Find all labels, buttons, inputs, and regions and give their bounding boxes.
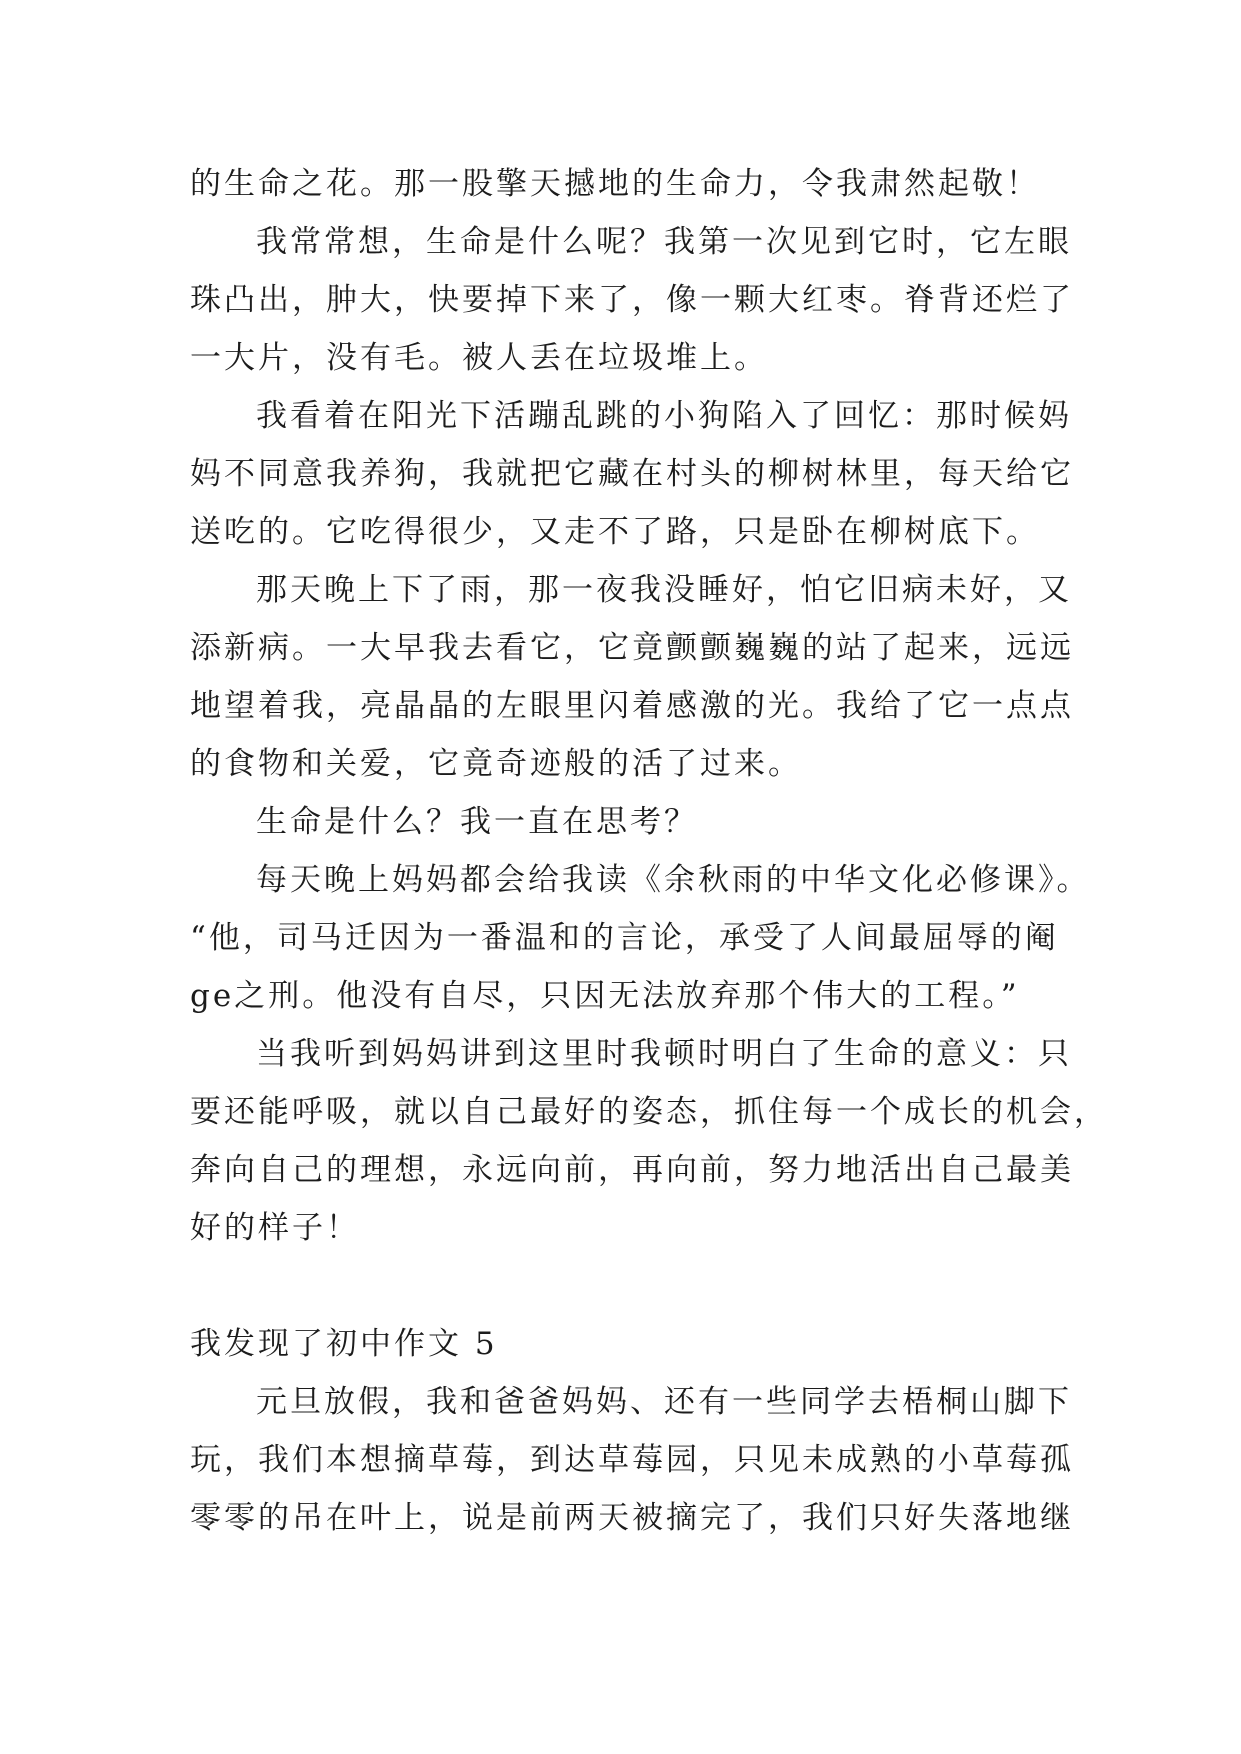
text-line: 当我听到妈妈讲到这里时我顿时明白了生命的意义：只 [256,1036,1072,1072]
text-line: 奔向自己的理想，永远向前，再向前，努力地活出自己最美 [190,1152,1074,1188]
text-line: 妈不同意我养狗，我就把它藏在村头的柳树林里，每天给它 [190,456,1074,492]
text-line: “他，司马迁因为一番温和的言论，承受了人间最屈辱的阉 [190,920,1059,956]
text-line: 玩，我们本想摘草莓，到达草莓园，只见未成熟的小草莓孤 [190,1442,1074,1478]
text-line: 元旦放假，我和爸爸妈妈、还有一些同学去梧桐山脚下 [256,1384,1072,1420]
text-line: 珠凸出，肿大，快要掉下来了，像一颗大红枣。脊背还烂了 [190,282,1074,318]
text-line: 每天晚上妈妈都会给我读《余秋雨的中华文化必修课》。 [256,862,1091,898]
text-line: 零零的吊在叶上，说是前两天被摘完了，我们只好失落地继 [190,1500,1074,1536]
text-line: 地望着我，亮晶晶的左眼里闪着感激的光。我给了它一点点 [190,688,1074,724]
text-line: 我看着在阳光下活蹦乱跳的小狗陷入了回忆：那时候妈 [256,398,1072,434]
text-line: 我常常想，生命是什么呢？我第一次见到它时，它左眼 [256,224,1072,260]
text-line: 添新病。一大早我去看它，它竟颤颤巍巍的站了起来，远远 [190,630,1074,666]
text-line: 的食物和关爱，它竟奇迹般的活了过来。 [190,746,802,782]
text-line: 那天晚上下了雨，那一夜我没睡好，怕它旧病未好，又 [256,572,1072,608]
text-line: 好的样子！ [190,1210,360,1246]
text-line: ge之刑。他没有自尽，只因无法放弃那个伟大的工程。” [190,978,1020,1014]
text-line: 的生命之花。那一股擎天撼地的生命力，令我肃然起敬！ [190,166,1040,202]
section-heading: 我发现了初中作文 5 [190,1326,498,1362]
text-line: 生命是什么？我一直在思考？ [256,804,698,840]
text-line: 送吃的。它吃得很少，又走不了路，只是卧在柳树底下。 [190,514,1040,550]
text-line: 一大片，没有毛。被人丢在垃圾堆上。 [190,340,768,376]
document-body [190,155,1108,1547]
text-line: 要还能呼吸，就以自己最好的姿态，抓住每一个成长的机会， [190,1094,1108,1130]
